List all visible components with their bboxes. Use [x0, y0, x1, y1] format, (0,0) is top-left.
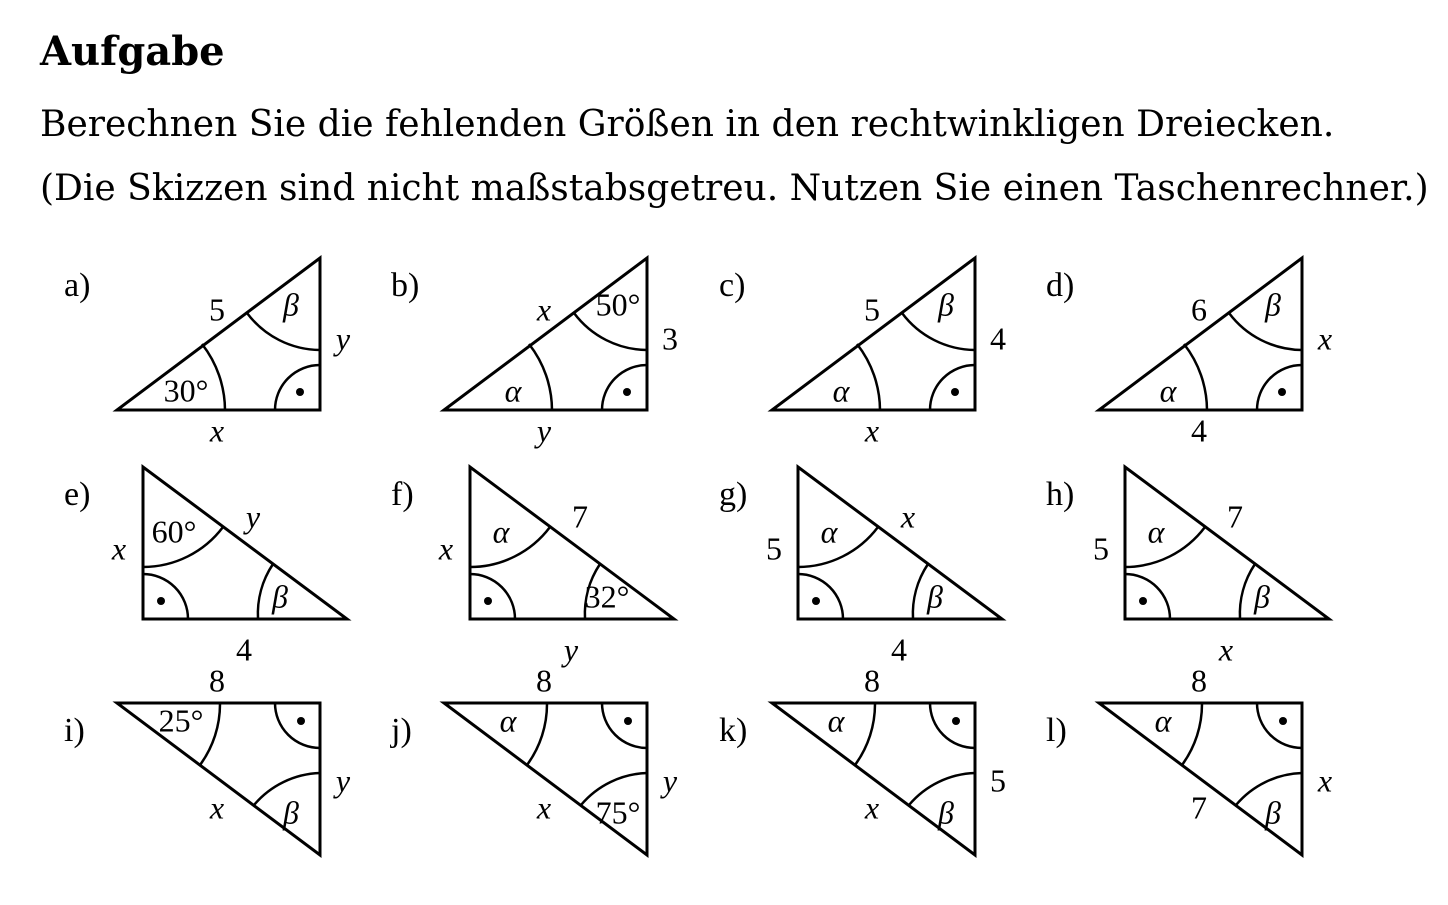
- right-angle-dot: [484, 597, 492, 605]
- label-leg-h: 4: [891, 631, 907, 668]
- right-angle-dot: [1278, 388, 1286, 396]
- task-label: i): [64, 711, 85, 749]
- triangle-task: [438, 467, 674, 667]
- task-label: l): [1046, 711, 1067, 749]
- angle-arc: [913, 564, 928, 619]
- triangle-task: [766, 467, 1002, 667]
- label-angle: 30°: [163, 372, 209, 409]
- label-leg-h: 8: [536, 662, 552, 699]
- triangle-task: [1093, 467, 1329, 667]
- right-angle-arc: [930, 365, 975, 410]
- triangle-outline: [1099, 258, 1302, 410]
- task-label: j): [391, 711, 412, 749]
- right-angle-dot: [296, 388, 304, 396]
- triangle-task: [111, 467, 347, 667]
- label-angle2: β: [927, 578, 943, 615]
- right-angle-dot: [297, 717, 305, 725]
- label-angle: 25°: [158, 702, 204, 739]
- task-label: g): [719, 475, 748, 513]
- angle-arc: [1184, 344, 1207, 410]
- triangle-task: [772, 662, 1006, 855]
- right-angle-arc: [930, 703, 975, 748]
- instruction-text: Berechnen Sie die fehlenden Größen in den rechtwinkligen Dreiecken.: [40, 104, 1335, 145]
- label-angle: α: [492, 513, 510, 550]
- label-leg-h: 4: [236, 631, 252, 668]
- label-leg-v: 5: [1093, 530, 1109, 567]
- label-angle: α: [832, 372, 850, 409]
- label-leg-h: x: [864, 412, 880, 449]
- task-label: d): [1046, 266, 1075, 304]
- label-angle2: β: [1265, 794, 1281, 831]
- label-leg-h: x: [1218, 631, 1234, 668]
- triangle-task: [1099, 258, 1332, 448]
- label-angle2: β: [283, 794, 299, 831]
- task-label: b): [391, 266, 420, 304]
- label-angle2: β: [272, 578, 288, 615]
- label-hyp: 6: [1191, 291, 1207, 328]
- triangle-outline: [772, 258, 975, 410]
- label-angle: α: [820, 513, 838, 550]
- right-angle-dot: [951, 388, 959, 396]
- right-angle-arc: [470, 574, 515, 619]
- task-label: h): [1046, 475, 1075, 513]
- label-leg-v: 4: [990, 320, 1006, 357]
- label-leg-v: x: [111, 530, 127, 567]
- right-angle-dot: [623, 388, 631, 396]
- label-hyp: 7: [1191, 789, 1207, 826]
- task-label: k): [719, 711, 748, 749]
- label-hyp: 5: [209, 291, 225, 328]
- task-label: f): [391, 475, 414, 513]
- right-angle-arc: [602, 703, 647, 748]
- label-hyp: x: [900, 498, 916, 535]
- right-angle-dot: [952, 717, 960, 725]
- label-hyp: x: [864, 789, 880, 826]
- angle-arc: [1240, 564, 1255, 619]
- label-angle: α: [1159, 372, 1177, 409]
- label-leg-h: 8: [209, 662, 225, 699]
- label-leg-v: 3: [662, 320, 678, 357]
- label-angle: α: [1154, 702, 1172, 739]
- label-leg-v: x: [1317, 320, 1333, 357]
- right-angle-arc: [1257, 703, 1302, 748]
- angle-arc: [258, 564, 273, 619]
- right-angle-arc: [275, 703, 320, 748]
- angle-arc: [855, 703, 875, 765]
- label-leg-h: x: [209, 412, 225, 449]
- label-hyp: x: [209, 789, 225, 826]
- right-angle-dot: [624, 717, 632, 725]
- label-hyp: x: [536, 789, 552, 826]
- label-leg-h: 8: [864, 662, 880, 699]
- note-text: (Die Skizzen sind nicht maßstabsgetreu. Nutzen Sie einen Taschenrechner.): [40, 168, 1429, 209]
- label-angle2: β: [1265, 286, 1281, 323]
- triangle-task: [117, 662, 351, 855]
- triangle-task: [117, 258, 351, 448]
- label-angle: α: [1147, 513, 1165, 550]
- triangle-outline: [444, 258, 647, 410]
- label-angle: α: [827, 702, 845, 739]
- right-angle-arc: [143, 574, 188, 619]
- angle-arc: [470, 527, 550, 567]
- angle-arc: [798, 527, 878, 567]
- label-leg-v: 5: [766, 530, 782, 567]
- label-hyp: x: [536, 291, 552, 328]
- triangle-task: [772, 258, 1006, 448]
- label-hyp: 5: [864, 291, 880, 328]
- right-angle-dot: [1139, 597, 1147, 605]
- label-leg-h: y: [563, 631, 579, 668]
- label-angle: 60°: [151, 513, 197, 550]
- task-label: e): [64, 475, 91, 513]
- right-angle-dot: [1279, 717, 1287, 725]
- label-leg-h: 8: [1191, 662, 1207, 699]
- task-label: a): [64, 266, 91, 304]
- right-angle-arc: [798, 574, 843, 619]
- label-leg-v: x: [438, 530, 454, 567]
- label-leg-h: 4: [1191, 412, 1207, 449]
- label-angle2: β: [283, 286, 299, 323]
- label-hyp: y: [245, 498, 261, 535]
- angle-arc: [1125, 527, 1205, 567]
- label-angle2: 75°: [595, 794, 641, 831]
- right-angle-arc: [602, 365, 647, 410]
- label-leg-v: 5: [990, 762, 1006, 799]
- label-leg-v: y: [662, 762, 678, 799]
- right-angle-dot: [812, 597, 820, 605]
- label-angle2: β: [938, 286, 954, 323]
- label-leg-v: y: [335, 320, 351, 357]
- label-angle2: β: [938, 794, 954, 831]
- right-angle-arc: [275, 365, 320, 410]
- label-leg-v: y: [335, 762, 351, 799]
- label-angle: α: [504, 372, 522, 409]
- label-leg-v: x: [1317, 762, 1333, 799]
- triangle-outline: [117, 258, 320, 410]
- task-label: c): [719, 266, 746, 304]
- right-angle-arc: [1125, 574, 1170, 619]
- angle-arc: [857, 344, 880, 410]
- angle-arc: [527, 703, 547, 765]
- right-angle-arc: [1257, 365, 1302, 410]
- right-angle-dot: [157, 597, 165, 605]
- label-hyp: 7: [572, 498, 588, 535]
- angle-arc: [1182, 703, 1202, 765]
- page-title: Aufgabe: [40, 28, 225, 75]
- label-angle2: β: [1254, 578, 1270, 615]
- angle-arc: [529, 344, 552, 410]
- triangle-task: [444, 662, 678, 855]
- label-angle2: 32°: [584, 578, 630, 615]
- triangle-task: [1099, 662, 1332, 855]
- triangle-task: [444, 258, 678, 448]
- label-angle2: 50°: [595, 286, 641, 323]
- label-hyp: 7: [1227, 498, 1243, 535]
- label-leg-h: y: [536, 412, 552, 449]
- label-angle: α: [499, 702, 517, 739]
